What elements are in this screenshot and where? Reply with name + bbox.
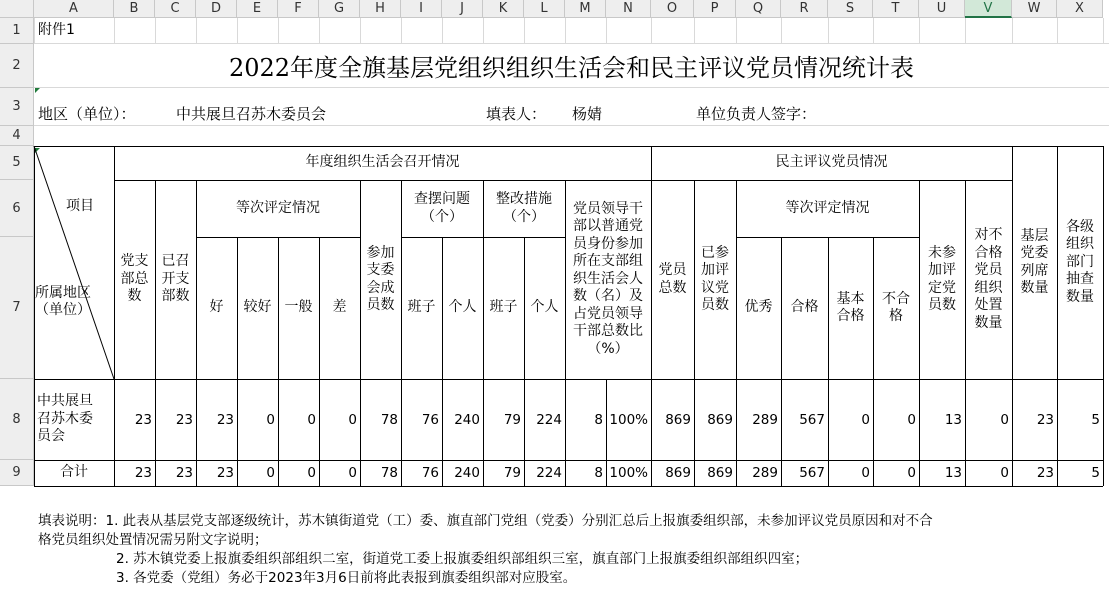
column-header-o[interactable]: O — [651, 0, 694, 18]
row-label-total[interactable]: 合计 — [60, 464, 88, 481]
header-unqualified: 不合格 — [882, 290, 910, 324]
table-cell-j[interactable]: 240 — [454, 465, 480, 481]
filler-label: 填表人： — [486, 104, 547, 123]
column-header-w[interactable]: W — [1012, 0, 1057, 18]
column-header-u[interactable]: U — [919, 0, 965, 18]
table-cell-o[interactable]: 869 — [665, 465, 691, 481]
column-header-b[interactable]: B — [114, 0, 155, 18]
table-cell-s[interactable]: 0 — [861, 411, 870, 428]
table-cell-h[interactable]: 78 — [380, 411, 398, 428]
table-cell-n[interactable]: 100% — [609, 411, 648, 428]
header-participated: 已参加评议党员数 — [701, 244, 729, 313]
row-header-4[interactable]: 4 — [0, 126, 34, 146]
table-cell-w[interactable]: 23 — [1036, 411, 1054, 428]
row-header-7[interactable]: 7 — [0, 237, 34, 379]
column-header-f[interactable]: F — [278, 0, 319, 18]
table-cell-x[interactable]: 5 — [1091, 465, 1100, 481]
header-committee-members: 参加支委会成员数 — [366, 244, 395, 313]
table-cell-c[interactable]: 23 — [175, 465, 193, 481]
table-cell-g[interactable]: 0 — [348, 411, 357, 428]
header-branch-held: 已召开支部数 — [161, 253, 190, 305]
header-leaders: 党员领导干部以普通党员身份参加所在支部组织生活会人数（名）及占党员领导干部总数比（%） — [573, 200, 643, 357]
header-excellent: 优秀 — [744, 299, 773, 316]
table-cell-u[interactable]: 13 — [944, 465, 962, 481]
row-header-1[interactable]: 1 — [0, 18, 34, 44]
header-not-participated: 未参加评定党员数 — [928, 244, 956, 313]
row-label-region[interactable]: 中共展旦召苏木委员会 — [37, 393, 93, 445]
table-cell-w[interactable]: 23 — [1036, 465, 1054, 481]
table-cell-f[interactable]: 0 — [307, 411, 316, 428]
column-header-j[interactable]: J — [442, 0, 483, 18]
row-header-3[interactable]: 3 — [0, 88, 34, 126]
header-normal: 一般 — [284, 299, 313, 316]
row-header-2[interactable]: 2 — [0, 44, 34, 88]
column-header-r[interactable]: R — [781, 0, 828, 18]
header-item: 项目 — [66, 198, 94, 215]
sheet-title[interactable]: 2022年度全旗基层党组织组织生活会和民主评议党员情况统计表 — [228, 53, 915, 82]
table-cell-d[interactable]: 23 — [216, 465, 234, 481]
header-democratic: 民主评议党员情况 — [775, 154, 888, 171]
column-header-e[interactable]: E — [237, 0, 278, 18]
row-header-5[interactable]: 5 — [0, 146, 34, 180]
note-line-4: 3. 各党委（党组）务必于2023年3月6日前将此表报到旗委组织部对应股室。 — [116, 570, 577, 586]
column-header-g[interactable]: G — [319, 0, 360, 18]
header-qualified: 合格 — [790, 299, 819, 316]
column-header-t[interactable]: T — [873, 0, 919, 18]
table-cell-v[interactable]: 0 — [1000, 465, 1009, 481]
header-branch-total: 党支部总数 — [120, 253, 149, 305]
filler-value[interactable]: 杨婧 — [572, 104, 603, 123]
row-header-8[interactable]: 8 — [0, 379, 34, 460]
region-value[interactable]: 中共展旦召苏木委员会 — [176, 104, 327, 123]
note-line-1[interactable]: 填表说明：1. 此表从基层党支部逐级统计，苏木镇街道党（工）委、旗直部门党组（党委）分别汇总后上报旗委组织部，未参加评议党员原因和对不合 — [38, 513, 933, 529]
header-grade: 等次评定情况 — [236, 199, 320, 216]
table-cell-b[interactable]: 23 — [134, 411, 152, 428]
table-cell-p[interactable]: 869 — [707, 465, 733, 481]
table-cell-b[interactable]: 23 — [134, 465, 152, 481]
header-problems: 查摆问题（个） — [414, 191, 470, 225]
table-cell-t[interactable]: 0 — [907, 411, 916, 428]
table-cell-p[interactable]: 869 — [707, 411, 733, 428]
header-measures: 整改措施（个） — [496, 191, 552, 225]
table-cell-f[interactable]: 0 — [307, 465, 316, 481]
table-cell-k[interactable]: 79 — [503, 465, 521, 481]
header-basic-qualified: 基本合格 — [836, 290, 865, 324]
table-cell-n[interactable]: 100% — [609, 465, 648, 481]
attachment-label[interactable]: 附件1 — [38, 22, 75, 39]
table-cell-l[interactable]: 224 — [536, 411, 562, 428]
table-cell-c[interactable]: 23 — [175, 411, 193, 428]
header-grassroots: 基层党委列席数量 — [1020, 227, 1049, 296]
column-header-m[interactable]: M — [565, 0, 606, 18]
row-header-9[interactable]: 9 — [0, 460, 34, 486]
column-header-l[interactable]: L — [524, 0, 565, 18]
column-header-a[interactable]: A — [34, 0, 114, 18]
header-fair-good: 较好 — [243, 299, 272, 316]
header-good: 好 — [209, 299, 224, 316]
row-header-6[interactable]: 6 — [0, 180, 34, 237]
table-cell-x[interactable]: 5 — [1091, 411, 1100, 428]
column-header-s[interactable]: S — [828, 0, 873, 18]
table-cell-i[interactable]: 76 — [421, 465, 439, 481]
table-cell-o[interactable]: 869 — [665, 411, 691, 428]
table-cell-k[interactable]: 79 — [503, 411, 521, 428]
table-cell-m[interactable]: 8 — [594, 465, 603, 481]
table-cell-q[interactable]: 289 — [752, 465, 778, 481]
column-header-d[interactable]: D — [196, 0, 237, 18]
table-cell-g[interactable]: 0 — [348, 465, 357, 481]
column-header-i[interactable]: I — [401, 0, 442, 18]
column-header-q[interactable]: Q — [736, 0, 781, 18]
table-cell-q[interactable]: 289 — [752, 411, 778, 428]
header-problems-team: 班子 — [407, 299, 436, 316]
table-cell-j[interactable]: 240 — [454, 411, 480, 428]
table-cell-v[interactable]: 0 — [1000, 411, 1009, 428]
header-grade2: 等次评定情况 — [785, 199, 870, 216]
table-cell-i[interactable]: 76 — [421, 411, 439, 428]
region-label: 地区（单位）： — [38, 104, 136, 123]
column-header-v[interactable]: V — [965, 0, 1012, 18]
table-cell-t[interactable]: 0 — [907, 465, 916, 481]
table-cell-e[interactable]: 0 — [266, 465, 275, 481]
header-unqualified-handled: 对不合格党员组织处置数量 — [974, 227, 1003, 331]
column-header-n[interactable]: N — [606, 0, 651, 18]
column-header-p[interactable]: P — [694, 0, 736, 18]
table-cell-d[interactable]: 23 — [216, 411, 234, 428]
header-departments: 各级组织部门抽查数量 — [1066, 218, 1094, 305]
header-org-life: 年度组织生活会召开情况 — [305, 154, 460, 171]
table-cell-e[interactable]: 0 — [266, 411, 275, 428]
table-cell-u[interactable]: 13 — [944, 411, 962, 428]
column-header-k[interactable]: K — [483, 0, 524, 18]
table-cell-r[interactable]: 567 — [799, 411, 825, 428]
note-line-3: 2. 苏木镇党委上报旗委组织部组织二室，街道党工委上报旗委组织部组织三室，旗直部门上报旗委组织部组织四室； — [116, 551, 809, 567]
header-measures-team: 班子 — [489, 299, 518, 316]
table-cell-m[interactable]: 8 — [594, 411, 603, 428]
header-region: 所属地区（单位） — [35, 284, 91, 318]
table-cell-s[interactable]: 0 — [861, 465, 870, 481]
table-cell-l[interactable]: 224 — [536, 465, 562, 481]
column-header-c[interactable]: C — [155, 0, 196, 18]
table-cell-r[interactable]: 567 — [799, 465, 825, 481]
header-problems-individual: 个人 — [448, 299, 477, 316]
column-header-h[interactable]: H — [360, 0, 401, 18]
table-cell-h[interactable]: 78 — [380, 465, 398, 481]
note-line-2: 格党员组织处置情况需另附文字说明； — [38, 532, 268, 548]
header-measures-individual: 个人 — [530, 299, 559, 316]
header-member-total: 党员总数 — [658, 262, 687, 296]
header-poor: 差 — [332, 299, 347, 316]
column-header-x[interactable]: X — [1057, 0, 1103, 18]
signer-label: 单位负责人签字： — [696, 104, 817, 123]
